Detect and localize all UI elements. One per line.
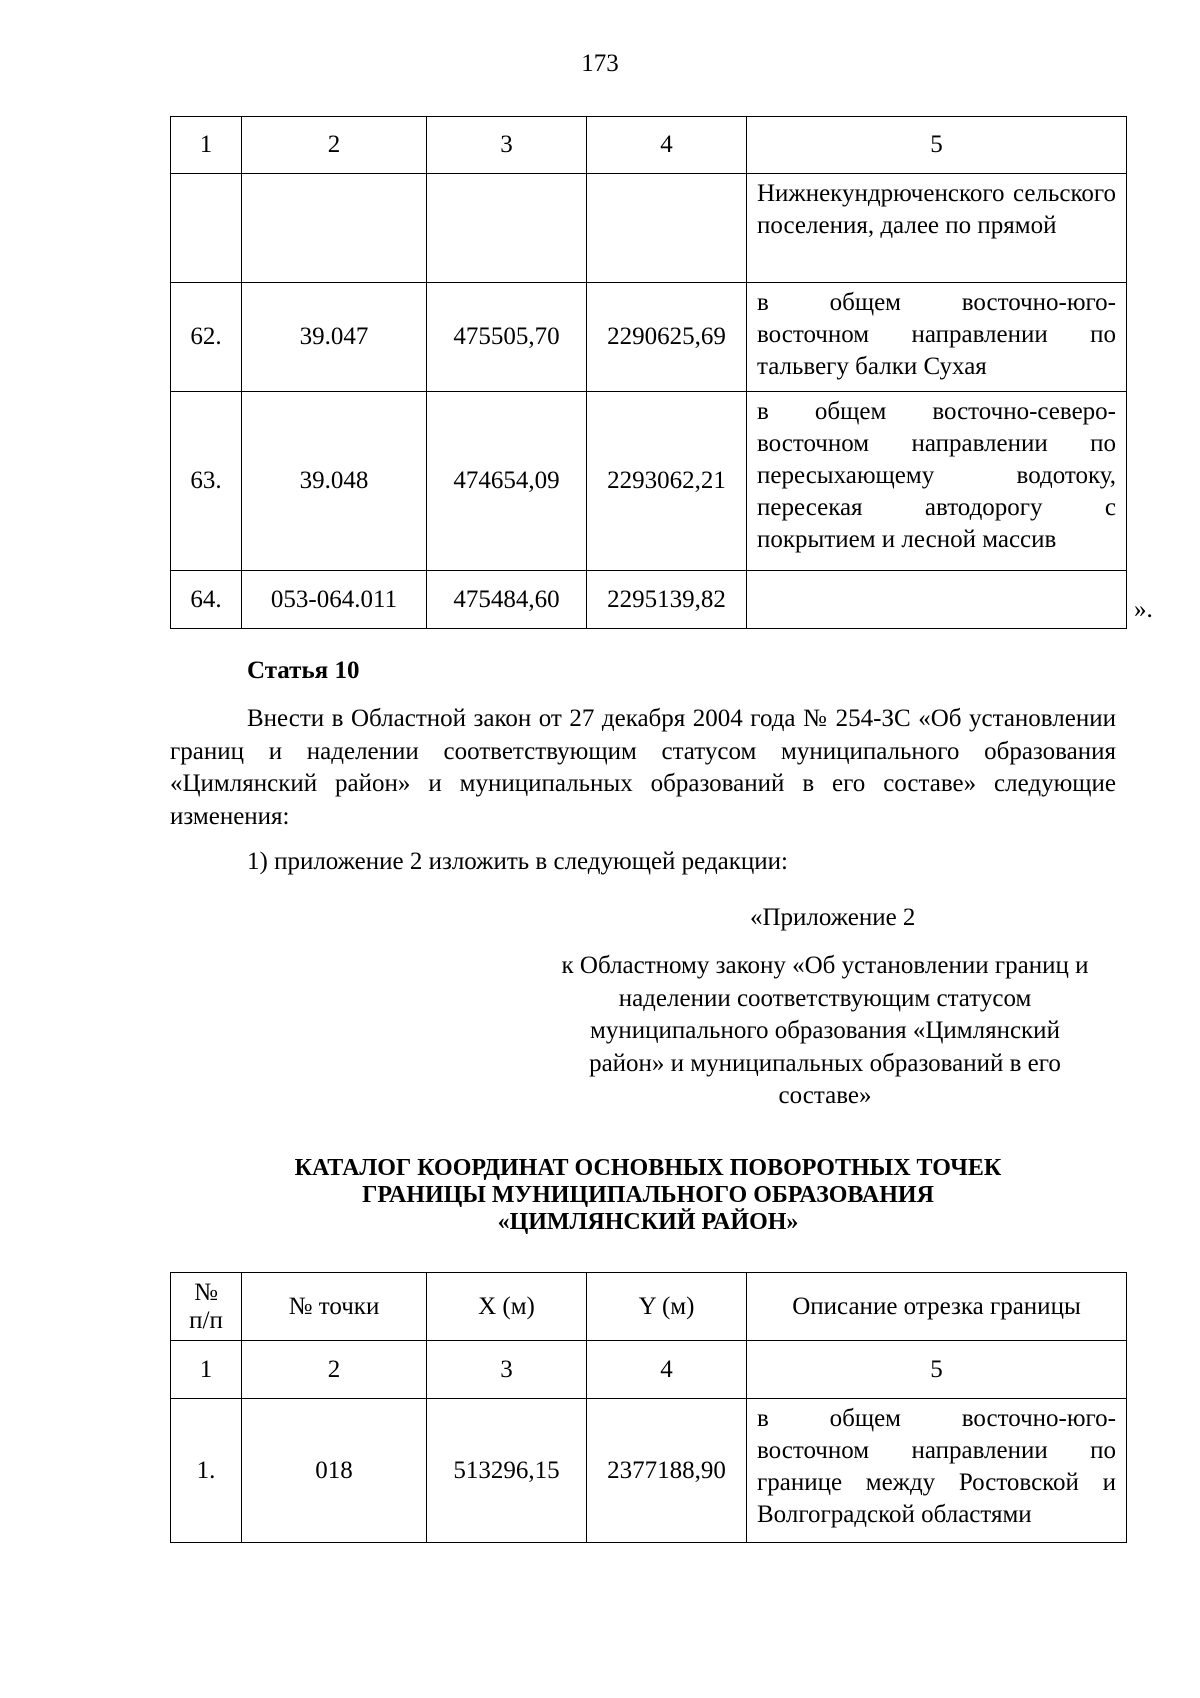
table-row bbox=[171, 174, 1127, 283]
table-header-row bbox=[171, 1273, 1127, 1341]
table-header-row bbox=[171, 117, 1127, 174]
index-cell: 3 bbox=[427, 1341, 587, 1399]
appendix-title: «Приложение 2 bbox=[750, 904, 916, 931]
column-header-number-line1: № bbox=[194, 1278, 218, 1306]
column-header-number-line2: п/п bbox=[189, 1306, 223, 1334]
header-cell: 5 bbox=[747, 117, 1127, 174]
column-header-x: X (м) bbox=[427, 1273, 587, 1341]
header-cell: 1 bbox=[171, 117, 242, 174]
point-id: 39.048 bbox=[242, 392, 427, 571]
closing-quote: ». bbox=[1134, 596, 1153, 623]
x-coordinate bbox=[427, 174, 587, 283]
point-id: 053-064.011 bbox=[242, 571, 427, 629]
row-number: 63. bbox=[171, 392, 242, 571]
header-cell: 2 bbox=[242, 117, 427, 174]
y-coordinate bbox=[587, 174, 747, 283]
x-coordinate: 475484,60 bbox=[427, 571, 587, 629]
row-number: 64. bbox=[171, 571, 242, 629]
segment-description: в общем восточно-северо-восточном направлении по пересыхающему водотоку, пересекая автодорогу с покрытием и лесной массив bbox=[747, 392, 1127, 571]
segment-description: в общем восточно-юго-восточном направлении по тальвегу балки Сухая bbox=[747, 283, 1127, 392]
y-coordinate: 2293062,21 bbox=[587, 392, 747, 571]
appendix-description: к Областному закону «Об установлении границ и наделении соответствующим статусом муниципального образования «Цимлянский район» и муниципальных образований в его составе» bbox=[561, 952, 1089, 1109]
point-id: 39.047 bbox=[242, 283, 427, 392]
column-header-description: Описание отрезка границы bbox=[747, 1273, 1127, 1341]
table-index-row bbox=[171, 1341, 1127, 1399]
row-number bbox=[171, 174, 242, 283]
table-row bbox=[171, 1399, 1127, 1543]
x-coordinate: 474654,09 bbox=[427, 392, 587, 571]
column-header-point: № точки bbox=[242, 1273, 427, 1341]
y-coordinate: 2295139,82 bbox=[587, 571, 747, 629]
table-row bbox=[171, 392, 1127, 571]
catalog-title-line: «ЦИМЛЯНСКИЙ РАЙОН» bbox=[497, 1209, 799, 1235]
y-coordinate: 2377188,90 bbox=[587, 1399, 747, 1543]
x-coordinate: 513296,15 bbox=[427, 1399, 587, 1543]
column-header-y: Y (м) bbox=[587, 1273, 747, 1341]
table-row bbox=[171, 283, 1127, 392]
page-number: 173 bbox=[581, 50, 619, 77]
segment-description bbox=[747, 571, 1127, 629]
index-cell: 5 bbox=[747, 1341, 1127, 1399]
index-cell: 1 bbox=[171, 1341, 242, 1399]
article-item: 1) приложение 2 изложить в следующей редакции: bbox=[247, 848, 788, 875]
catalog-title-line: КАТАЛОГ КООРДИНАТ ОСНОВНЫХ ПОВОРОТНЫХ ТОЧЕК bbox=[294, 1155, 1002, 1181]
header-cell: 3 bbox=[427, 117, 587, 174]
segment-description: в общем восточно-юго-восточном направлении по границе между Ростовской и Волгоградской областями bbox=[747, 1399, 1127, 1543]
point-id bbox=[242, 174, 427, 283]
index-cell: 4 bbox=[587, 1341, 747, 1399]
x-coordinate: 475505,70 bbox=[427, 283, 587, 392]
header-cell: 4 bbox=[587, 117, 747, 174]
index-cell: 2 bbox=[242, 1341, 427, 1399]
boundary-table-continued bbox=[170, 116, 1127, 629]
column-header-number bbox=[171, 1273, 242, 1341]
row-number: 1. bbox=[171, 1399, 242, 1543]
segment-description: Нижнекундрюченского сельского поселения, далее по прямой bbox=[747, 174, 1127, 283]
point-id: 018 bbox=[242, 1399, 427, 1543]
catalog-title bbox=[170, 1155, 1126, 1236]
catalog-title-line: ГРАНИЦЫ МУНИЦИПАЛЬНОГО ОБРАЗОВАНИЯ bbox=[362, 1182, 934, 1208]
coordinates-catalog-table bbox=[170, 1272, 1127, 1543]
y-coordinate: 2290625,69 bbox=[587, 283, 747, 392]
article-title: Статья 10 bbox=[247, 657, 360, 684]
article-paragraph: Внести в Областной закон от 27 декабря 2004 года № 254-ЗС «Об установлении границ и наделении соответствующим статусом муниципального образования «Цимлянский район» и муниципальных образований в его составе» следующие изменения: bbox=[170, 705, 1116, 830]
table-row bbox=[171, 571, 1127, 629]
row-number: 62. bbox=[171, 283, 242, 392]
